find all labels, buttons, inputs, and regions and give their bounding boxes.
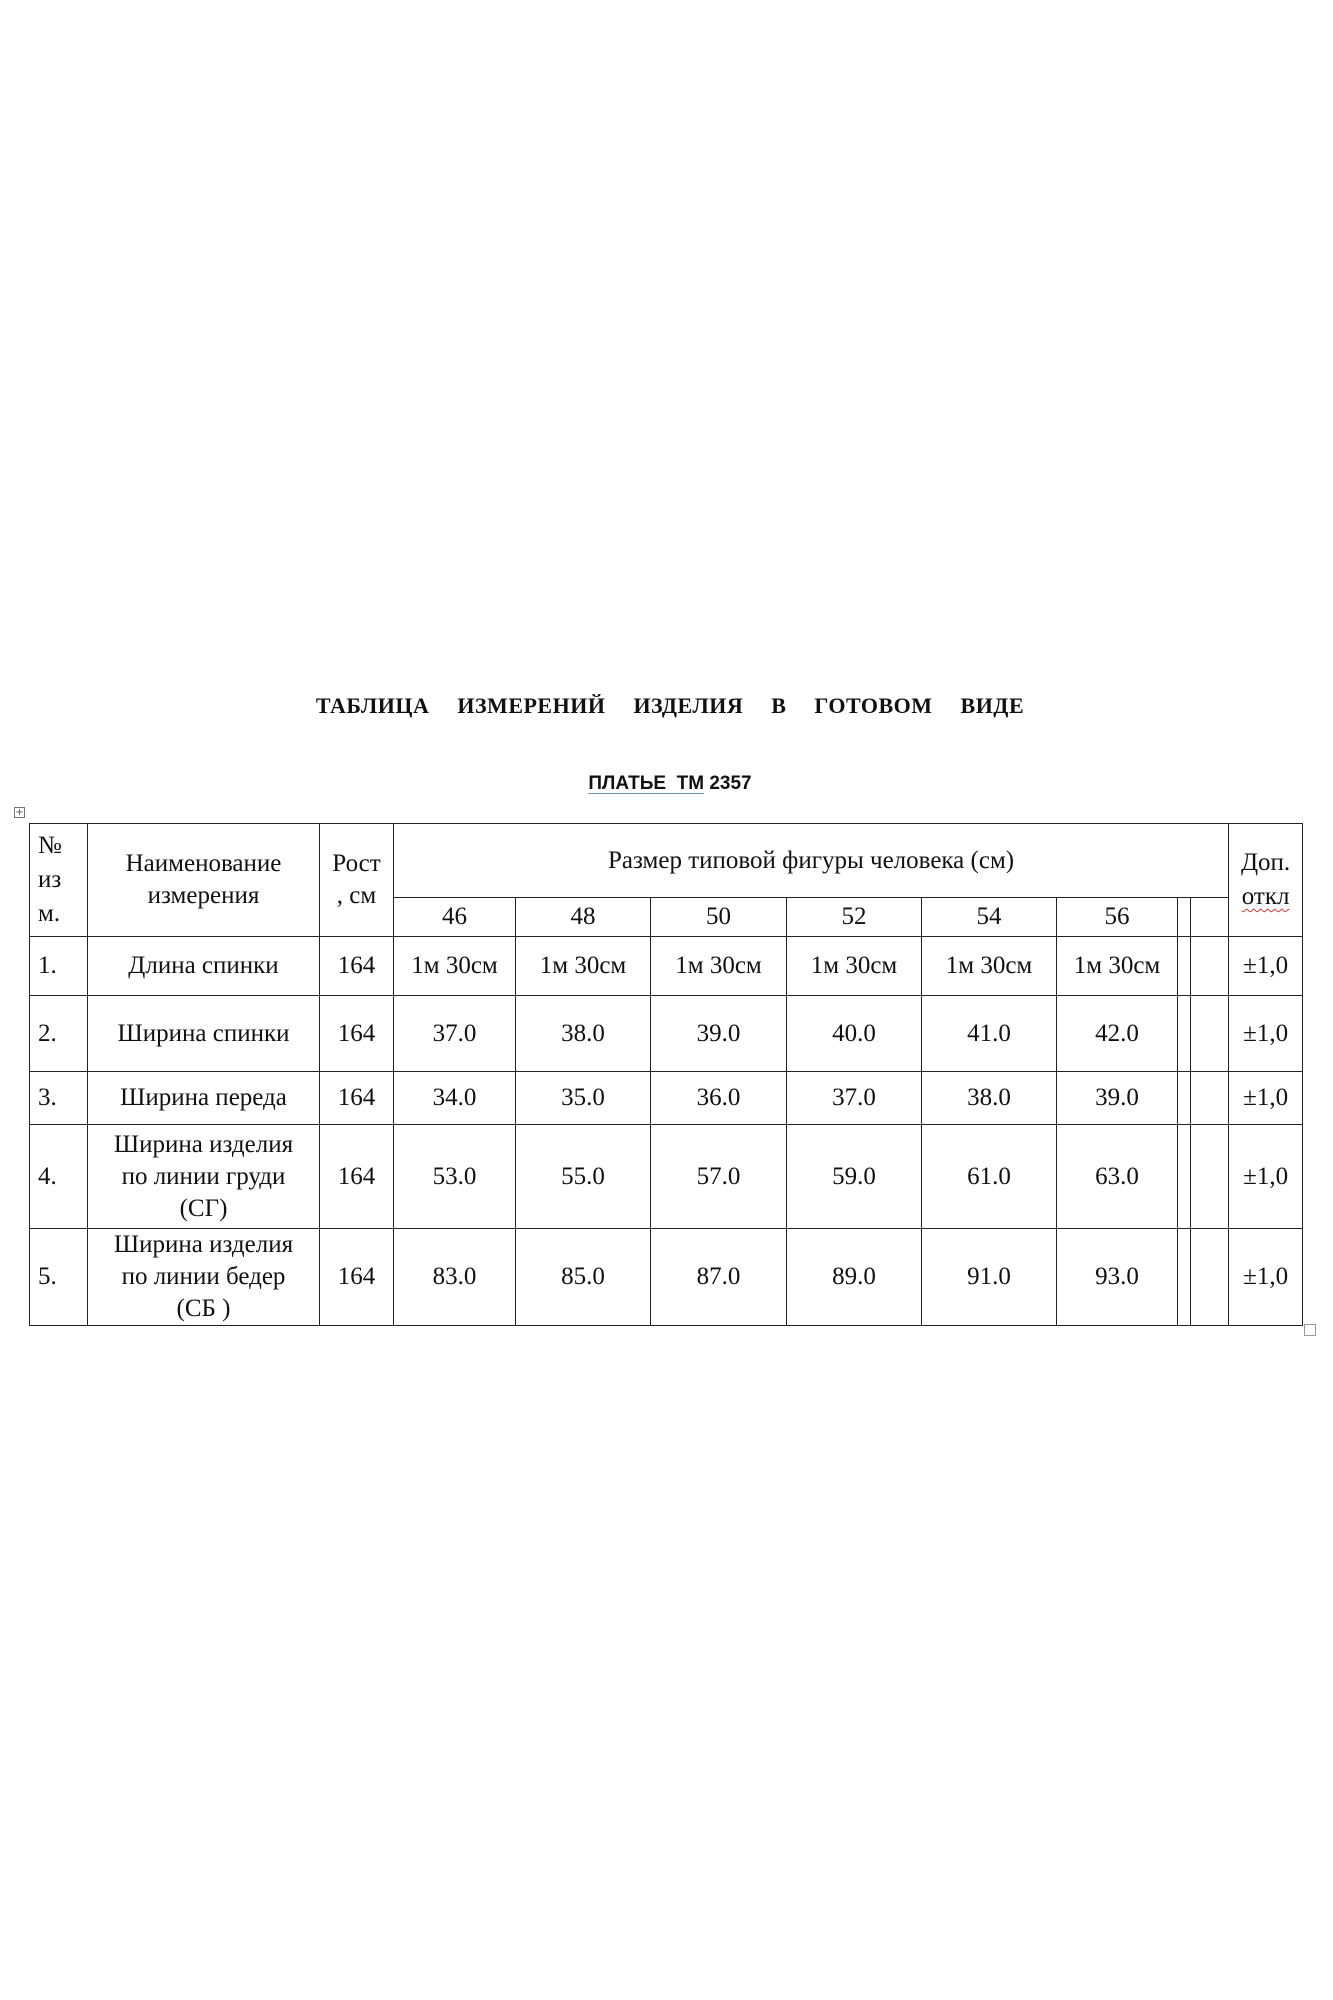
table-row (30, 1072, 1303, 1125)
row-value: 61.0 (922, 1125, 1057, 1229)
row-value: 91.0 (922, 1229, 1057, 1326)
row-height: 164 (320, 937, 394, 996)
row-tolerance: ±1,0 (1229, 996, 1303, 1072)
row-value: 35.0 (516, 1072, 651, 1125)
row-height: 164 (320, 1125, 394, 1229)
row-tolerance: ±1,0 (1229, 1072, 1303, 1125)
row-value: 42.0 (1057, 996, 1178, 1072)
table-move-handle-icon[interactable]: + (15, 807, 24, 818)
empty-cell (1191, 1125, 1229, 1229)
row-name: Ширина изделия по линии бедер (СБ ) (88, 1229, 320, 1326)
row-value: 93.0 (1057, 1229, 1178, 1326)
row-value: 57.0 (651, 1125, 787, 1229)
empty-cell (1178, 1125, 1191, 1229)
row-value: 37.0 (394, 996, 516, 1072)
row-value: 37.0 (787, 1072, 922, 1125)
table-row (30, 1125, 1303, 1229)
row-value: 85.0 (516, 1229, 651, 1326)
document-title: ТАБЛИЦА ИЗМЕРЕНИЙ ИЗДЕЛИЯ В ГОТОВОМ ВИДЕ (315, 693, 1025, 718)
row-num: 4. (30, 1125, 88, 1229)
header-size-group: Размер типовой фигуры человека (см) (394, 824, 1229, 898)
row-value: 1м 30см (651, 937, 787, 996)
document-subtitle (0, 773, 1333, 795)
size-cell: 52 (787, 898, 922, 937)
empty-cell (1178, 1229, 1191, 1326)
table-header-row (30, 824, 1303, 898)
row-value: 34.0 (394, 1072, 516, 1125)
row-value: 63.0 (1057, 1125, 1178, 1229)
size-cell: 48 (516, 898, 651, 937)
row-tolerance: ±1,0 (1229, 937, 1303, 996)
row-value: 1м 30см (394, 937, 516, 996)
subtitle-model: 2357 (704, 773, 752, 794)
row-value: 1м 30см (787, 937, 922, 996)
row-value: 39.0 (651, 996, 787, 1072)
header-height: Рост , см (320, 824, 394, 937)
row-value: 89.0 (787, 1229, 922, 1326)
row-tolerance: ±1,0 (1229, 1125, 1303, 1229)
row-value: 38.0 (516, 996, 651, 1072)
empty-cell (1191, 937, 1229, 996)
empty-cell (1191, 1072, 1229, 1125)
row-num: 2. (30, 996, 88, 1072)
row-value: 87.0 (651, 1229, 787, 1326)
empty-cell (1178, 1072, 1191, 1125)
row-name: Длина спинки (88, 937, 320, 996)
header-name: Наименование измерения (88, 824, 320, 937)
subtitle-product: ПЛАТЬЕ ТМ (588, 773, 705, 794)
row-name: Ширина изделия по линии груди (СГ) (88, 1125, 320, 1229)
size-cell: 56 (1057, 898, 1178, 937)
row-value: 41.0 (922, 996, 1057, 1072)
row-name: Ширина переда (88, 1072, 320, 1125)
row-num: 5. (30, 1229, 88, 1326)
row-value: 59.0 (787, 1125, 922, 1229)
row-value: 83.0 (394, 1229, 516, 1326)
header-tolerance (1229, 824, 1303, 937)
measurement-table (29, 823, 1303, 1326)
empty-cell (1178, 937, 1191, 996)
empty-cell (1191, 1229, 1229, 1326)
table-row (30, 937, 1303, 996)
row-value: 38.0 (922, 1072, 1057, 1125)
row-value: 36.0 (651, 1072, 787, 1125)
size-cell: 50 (651, 898, 787, 937)
row-value: 39.0 (1057, 1072, 1178, 1125)
row-height: 164 (320, 1072, 394, 1125)
row-height: 164 (320, 996, 394, 1072)
empty-size-cell (1178, 898, 1191, 937)
row-value: 53.0 (394, 1125, 516, 1229)
row-num: 3. (30, 1072, 88, 1125)
row-height: 164 (320, 1229, 394, 1326)
row-name: Ширина спинки (88, 996, 320, 1072)
empty-cell (1178, 996, 1191, 1072)
row-value: 40.0 (787, 996, 922, 1072)
row-tolerance: ±1,0 (1229, 1229, 1303, 1326)
header-tolerance-line2: откл (1241, 883, 1290, 910)
table-row (30, 1229, 1303, 1326)
table-resize-handle[interactable] (1304, 1324, 1316, 1336)
row-value: 1м 30см (516, 937, 651, 996)
size-cell: 54 (922, 898, 1057, 937)
row-value: 1м 30см (922, 937, 1057, 996)
row-value: 1м 30см (1057, 937, 1178, 996)
empty-cell (1191, 996, 1229, 1072)
header-tolerance-line1: Доп. (1241, 849, 1291, 876)
size-cell: 46 (394, 898, 516, 937)
row-num: 1. (30, 937, 88, 996)
empty-size-cell (1191, 898, 1229, 937)
header-num: № из м. (30, 824, 88, 937)
table-row (30, 996, 1303, 1072)
row-value: 55.0 (516, 1125, 651, 1229)
